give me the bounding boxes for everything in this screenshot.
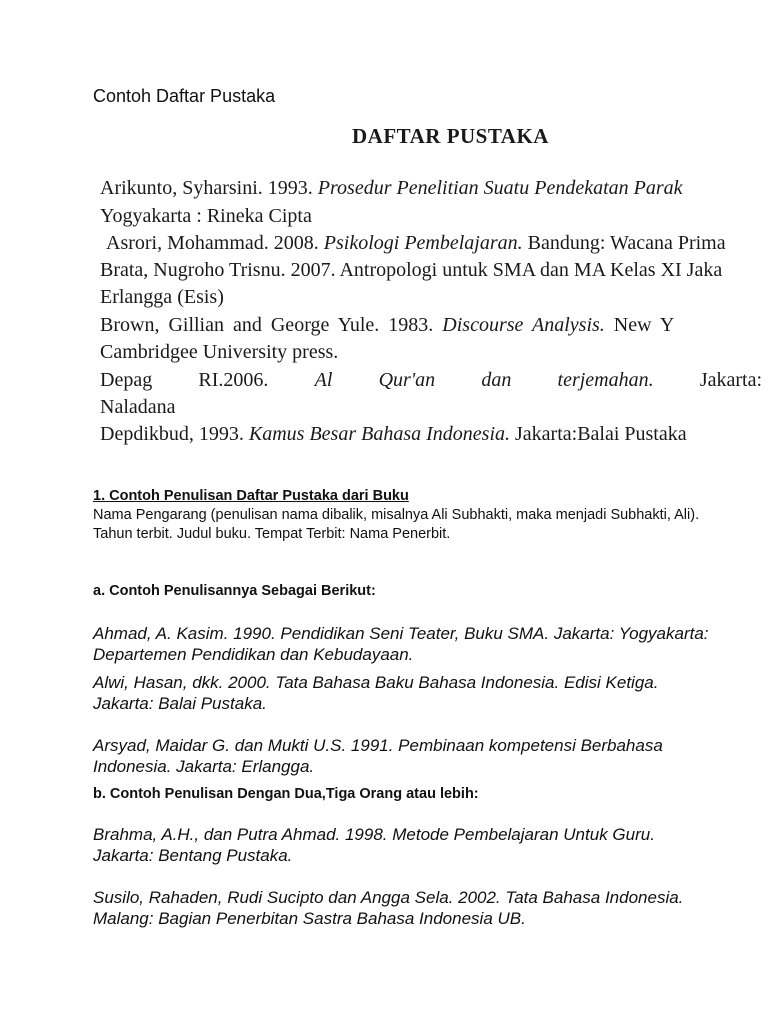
bibliography-entry: Susilo, Rahaden, Rudi Sucipto dan Angga Sela. 2002. Tata Bahasa Indonesia. Malang: Bagian Penerbitan Sastra Bahasa Indonesia UB. bbox=[93, 888, 684, 928]
scan-entry-line bbox=[100, 315, 674, 335]
scan-entry-line: Cambridgee University press. bbox=[100, 341, 339, 363]
scan-text-italic: Qur'an bbox=[378, 369, 436, 391]
subsection-heading: b. Contoh Penulisan Dengan Dua,Tiga Orang atau lebih: bbox=[93, 786, 479, 802]
scan-text: Depdikbud, 1993. bbox=[100, 423, 249, 445]
scan-entry-line bbox=[106, 233, 726, 253]
scan-text-italic: Psikologi Pembelajaran. bbox=[323, 232, 523, 254]
subsection-b-heading bbox=[93, 785, 713, 804]
scan-text: Depag bbox=[100, 369, 153, 391]
scan-text-italic: Discourse Analysis. bbox=[442, 314, 605, 336]
scan-text-italic: terjemahan. bbox=[557, 369, 654, 391]
scan-text: RI.2006. bbox=[198, 369, 269, 391]
section-books bbox=[93, 487, 713, 544]
scan-text: Jakarta: bbox=[699, 369, 762, 391]
scan-text: Arikunto, Syharsini. 1993. bbox=[100, 177, 318, 199]
scan-heading: DAFTAR PUSTAKA bbox=[352, 124, 549, 148]
scan-text-italic: Al bbox=[314, 369, 333, 391]
subsection-heading: a. Contoh Penulisannya Sebagai Berikut: bbox=[93, 583, 376, 599]
scan-entry-line: Erlangga (Esis) bbox=[100, 286, 224, 308]
bibliography-entry: Alwi, Hasan, dkk. 2000. Tata Bahasa Baku Bahasa Indonesia. Edisi Ketiga. Jakarta: Balai Pustaka. bbox=[93, 673, 659, 713]
subsection-a-heading bbox=[93, 582, 713, 601]
scan-entry-line: Brata, Nugroho Trisnu. 2007. Antropologi untuk SMA dan MA Kelas XI Jaka bbox=[100, 259, 723, 281]
page-title: Contoh Daftar Pustaka bbox=[93, 86, 276, 106]
scan-entry-line bbox=[100, 424, 687, 444]
scan-text: New Y bbox=[604, 314, 675, 336]
section-body: Nama Pengarang (penulisan nama dibalik, misalnya Ali Subhakti, maka menjadi Subhakti, Ali). Tahun terbit. Judul buku. Tempat Terbit: Nama Penerbit. bbox=[93, 507, 700, 542]
scan-text: Brown, Gillian and George Yule. 1983. bbox=[100, 314, 443, 336]
scan-text-italic: Prosedur Penelitian Suatu Pendekatan Parak bbox=[317, 177, 683, 199]
scan-text-italic: Kamus Besar Bahasa Indonesia. bbox=[248, 423, 510, 445]
scan-text: Asrori, Mohammad. 2008. bbox=[106, 232, 324, 254]
bibliography-entry: Arsyad, Maidar G. dan Mukti U.S. 1991. Pembinaan kompetensi Berbahasa Indonesia. Jakarta: Erlangga. bbox=[93, 736, 663, 776]
section-heading: 1. Contoh Penulisan Daftar Pustaka dari Buku bbox=[93, 488, 409, 504]
scanned-bibliography-image bbox=[0, 112, 768, 452]
scan-entry-line: Yogyakarta : Rineka Cipta bbox=[100, 205, 312, 227]
bibliography-entry: Ahmad, A. Kasim. 1990. Pendidikan Seni Teater, Buku SMA. Jakarta: Yogyakarta: Departemen Pendidikan dan Kebudayaan. bbox=[93, 624, 709, 664]
scan-entry-line bbox=[100, 370, 762, 390]
scan-text: Bandung: Wacana Prima bbox=[522, 232, 726, 254]
scan-entry-line bbox=[100, 178, 683, 198]
scan-text-italic: dan bbox=[481, 369, 512, 391]
bibliography-entry: Brahma, A.H., dan Putra Ahmad. 1998. Metode Pembelajaran Untuk Guru. Jakarta: Bentang Pustaka. bbox=[93, 825, 655, 865]
scan-entry-line: Naladana bbox=[100, 396, 176, 418]
scan-text: Jakarta:Balai Pustaka bbox=[510, 423, 687, 445]
